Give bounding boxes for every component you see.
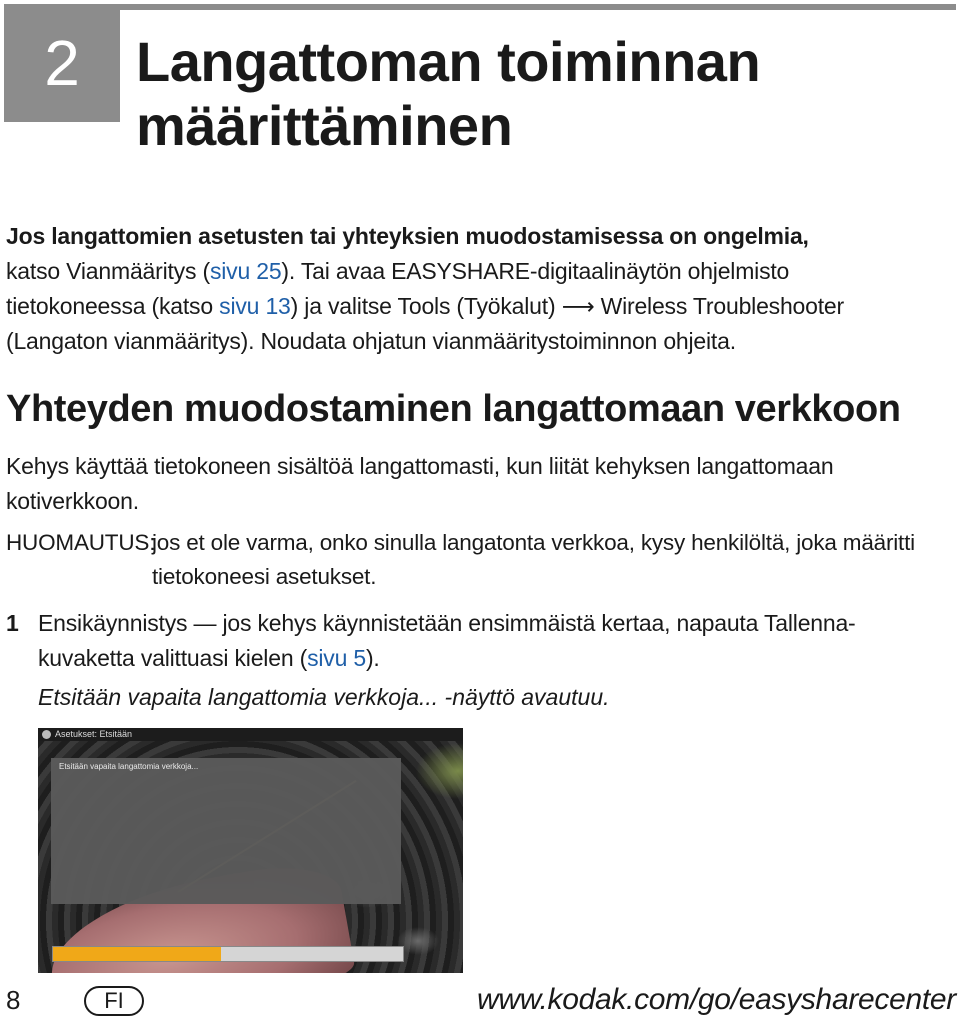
note-line: jos et ole varma, onko sinulla langatonta verkkoa, kysy henkilöltä, joka määritti bbox=[152, 530, 915, 555]
step-number: 1 bbox=[6, 610, 19, 636]
step-line: kuvaketta valittuasi kielen ( bbox=[38, 645, 308, 671]
gear-icon bbox=[42, 730, 51, 739]
link-sivu-25[interactable]: sivu 25 bbox=[209, 258, 282, 284]
section-body bbox=[6, 449, 833, 519]
title-line-2: määrittäminen bbox=[136, 94, 513, 157]
intro-text: ). Tai avaa EASYSHARE-digitaalinäytön ohjelmisto bbox=[281, 258, 790, 284]
header-rule bbox=[120, 4, 956, 10]
section-body-line: Kehys käyttää tietokoneen sisältöä langattomasti, kun liität kehyksen langattomaan bbox=[6, 453, 834, 479]
step-result: Etsitään vapaita langattomia verkkoja... -näyttö avautuu. bbox=[38, 684, 610, 710]
step-line: Ensikäynnistys — jos kehys käynnistetään ensimmäistä kertaa, napauta Tallenna- bbox=[38, 610, 856, 636]
note-label: HUOMAUTUS: bbox=[6, 530, 156, 555]
screen-title: Asetukset: Etsitään bbox=[55, 729, 133, 739]
page-number: 8 bbox=[6, 985, 21, 1015]
progress-bar bbox=[52, 946, 404, 962]
language-badge: FI bbox=[84, 986, 144, 1016]
intro-text: Wireless Troubleshooter bbox=[594, 293, 844, 319]
intro-paragraph bbox=[6, 219, 844, 359]
intro-text: katso Vianmääritys ( bbox=[6, 258, 210, 284]
step-body bbox=[38, 606, 938, 676]
page-title bbox=[136, 30, 760, 158]
footer-url[interactable]: www.kodak.com/go/easysharecenter bbox=[477, 983, 956, 1016]
intro-text: ) ja valitse Tools (Työkalut) bbox=[290, 293, 562, 319]
note-line: tietokoneesi asetukset. bbox=[152, 564, 377, 589]
intro-text: tietokoneessa (katso bbox=[6, 293, 220, 319]
section-body-line: kotiverkkoon. bbox=[6, 488, 139, 514]
note-body bbox=[152, 526, 952, 594]
note bbox=[6, 526, 915, 589]
search-message: Etsitään vapaita langattomia verkkoja... bbox=[59, 762, 199, 771]
arrow-icon: ⟶ bbox=[561, 293, 595, 319]
step-line: ). bbox=[365, 645, 380, 671]
chapter-number-text: 2 bbox=[44, 27, 80, 99]
screen-title-bar bbox=[38, 728, 463, 741]
link-sivu-13[interactable]: sivu 13 bbox=[219, 293, 291, 319]
link-sivu-5[interactable]: sivu 5 bbox=[307, 645, 366, 671]
section-heading: Yhteyden muodostaminen langattomaan verkkoon bbox=[6, 388, 901, 430]
search-dialog bbox=[51, 758, 401, 904]
progress-fill bbox=[53, 947, 221, 961]
intro-text: (Langaton vianmääritys). Noudata ohjatun vianmääritystoiminnon ohjeita. bbox=[6, 328, 736, 354]
frame-screenshot bbox=[38, 728, 463, 973]
chapter-number bbox=[4, 4, 120, 122]
title-line-1: Langattoman toiminnan bbox=[136, 30, 761, 93]
intro-bold-text: Jos langattomien asetusten tai yhteyksien muodostamisessa on ongelmia, bbox=[6, 223, 809, 249]
